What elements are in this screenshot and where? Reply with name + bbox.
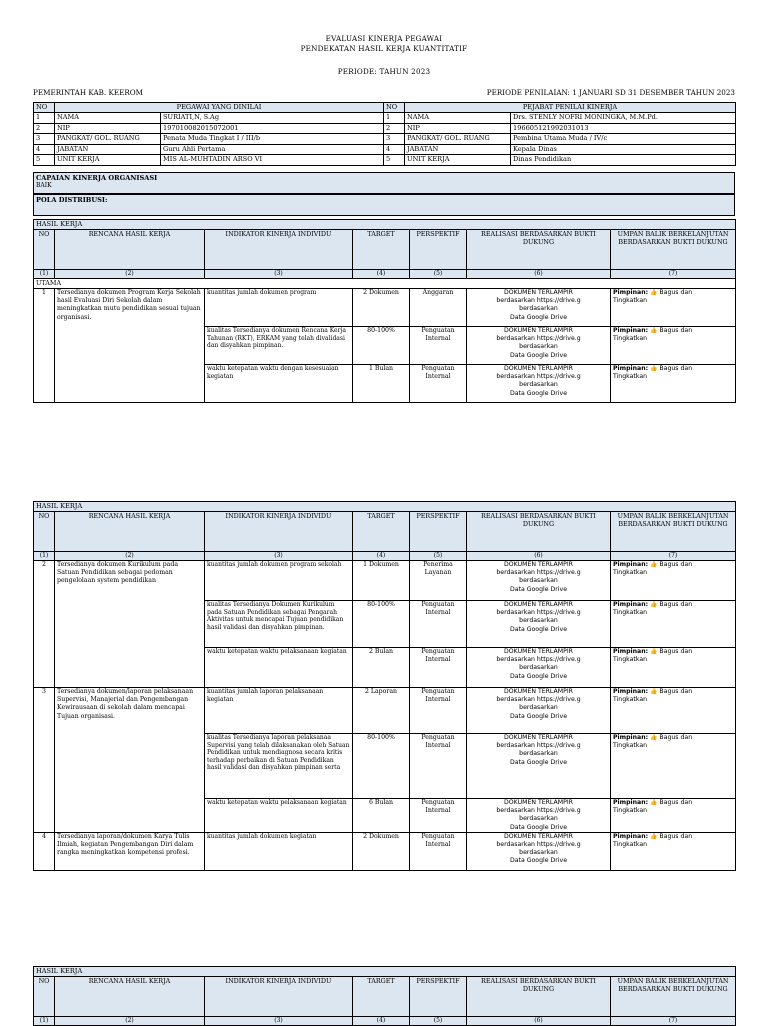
feedback-line [613,561,733,569]
feedback-label: Pimpinan: [613,561,649,568]
assessor-field-value: Kepala Dinas [511,144,736,155]
document-title: EVALUASI KINERJA PEGAWAI [325,34,443,43]
feedback-text-2: Tingkatkan [613,742,648,750]
evidence-title: DOKUMEN TERLAMPIR [504,327,573,334]
thumbs-up-icon: 👍 [648,601,660,608]
evidence-source: Data Google Drive [509,625,568,633]
feedback-cell [611,561,736,601]
feedback-cell [611,365,736,403]
evidence-title: DOKUMEN TERLAMPIR [504,832,573,840]
column-header: PERSPEKTIF [410,512,467,552]
column-header-row [34,512,736,552]
work-plan-text: Tersedianya laporan/dokumen Karya Tulis Ilmiah, kegiatan Pengembangan Diri dalam rangka meningkatkan kompetensi profesi. [55,832,205,870]
no-header: NO [384,103,405,113]
thumbs-up-icon: 👍 [648,832,660,840]
employee-field-label: PANGKAT/ GOL. RUANG [55,134,161,145]
feedback-cell [611,799,736,833]
organization-performance [33,172,735,194]
section-title-row [34,502,736,512]
perspective-value: Anggaran [410,289,467,327]
feedback-text-2: Tingkatkan [613,807,648,815]
work-results-table [33,966,736,1026]
target-value: 80-100% [353,327,410,365]
employee-field-label: UNIT KERJA [55,155,161,166]
feedback-label: Pimpinan: [613,289,649,296]
period-title: PERIODE: TAHUN 2023 [337,67,431,76]
target-value: 80-100% [353,734,410,799]
column-number-row [34,552,736,561]
perspective-value: Penguatan Internal [410,832,467,870]
employee-row-number: 3 [34,134,55,145]
feedback-label: Pimpinan: [613,601,649,608]
feedback-line [613,734,733,742]
employee-field-value: Penata Muda Tingkat I / III/b [161,134,384,145]
evidence-basis: berdasarkan [519,664,558,672]
evaluated-employee-header: PEGAWAI YANG DINILAI [55,103,384,113]
indicator-text: kuantitas jumlah dokumen program sekolah [205,561,353,601]
item-number: 2 [34,561,55,688]
column-number: (4) [353,552,410,561]
evidence-source: Data Google Drive [509,313,568,321]
feedback-text-2: Tingkatkan [613,696,648,704]
column-header: PERSPEKTIF [410,230,467,270]
feedback-cell [611,688,736,734]
organization-performance-value: BAIK [36,182,52,189]
feedback-text-2: Tingkatkan [613,569,648,577]
column-header-row [34,230,736,270]
indicator-text: kualitas Tersedianya laporan pelaksanaa Supervisi yang telah dilaksanakan oleh Satuan Pendidikan untuk mendiagnosa secara kritis terhadap perbaikan di Satuan Pendidikan hasil validasi dan disyahkan pimpinan serta [205,734,353,799]
employee-row-number: 1 [34,113,55,124]
column-number: (2) [55,552,205,561]
column-number: (6) [467,1017,611,1026]
identity-row [34,134,736,145]
work-plan-text: Tersedianya dokumen Program Kerja Sekolah hasil Evaluasi Diri Sekolah dalam meningkatkan mutu pendidikan sesuai tujuan organisasi. [55,289,205,403]
evidence-title: DOKUMEN TERLAMPIR [504,601,573,608]
evidence-basis: berdasarkan [519,305,558,313]
assessor-field-label: NAMA [405,113,511,124]
feedback-text-2: Tingkatkan [613,373,648,381]
perspective-value: Penerima Layanan [410,561,467,601]
indicator-row [34,832,736,870]
header-line [33,88,735,97]
feedback-line [613,799,733,807]
evidence-cell [467,289,611,327]
evidence-title: DOKUMEN TERLAMPIR [504,561,573,568]
distribution-pattern [33,194,735,216]
column-number: (3) [205,552,353,561]
feedback-text-2: Tingkatkan [613,297,648,305]
target-value: 6 Bulan [353,799,410,833]
section-title-row [34,220,736,230]
column-number-row [34,1017,736,1026]
feedback-line [613,601,733,609]
work-results-page-3 [33,966,735,1026]
work-results-page-2 [33,501,735,871]
indicator-text: kuantitas jumlah laporan pelaksanaan kegiatan [205,688,353,734]
column-number: (6) [467,552,611,561]
evidence-link: berdasarkan https://drive.g [496,742,581,750]
assessor-field-label: PANGKAT/ GOL. RUANG [405,134,511,145]
section-title-row [34,967,736,977]
feedback-text: Bagus dan [659,799,693,806]
feedback-line [613,833,733,841]
thumbs-up-icon: 👍 [648,327,660,334]
column-header: REALISASI BERDASARKAN BUKTI DUKUNG [467,512,611,552]
identity-row [34,155,736,166]
evidence-basis: berdasarkan [519,704,558,712]
item-number: 3 [34,688,55,833]
column-header: RENCANA HASIL KERJA [55,230,205,270]
feedback-text: Bagus dan [659,648,693,655]
assessment-period: PERIODE PENILAIAN: 1 JANUARI SD 31 DESEMBER TAHUN 2023 [486,88,735,97]
column-number: (2) [55,1017,205,1026]
thumbs-up-icon: 👍 [648,289,660,296]
evidence-link: berdasarkan https://drive.g [496,373,581,381]
identity-row [34,144,736,155]
thumbs-up-icon: 👍 [648,648,660,655]
feedback-cell [611,648,736,688]
evidence-link: berdasarkan https://drive.g [496,807,581,815]
evidence-link: berdasarkan https://drive.g [496,841,581,849]
evidence-link: berdasarkan https://drive.g [496,656,581,664]
target-value: 2 Laporan [353,688,410,734]
evidence-title: DOKUMEN TERLAMPIR [504,289,573,296]
evidence-basis: berdasarkan [519,849,558,857]
indicator-row [34,289,736,327]
column-number: (7) [611,270,736,279]
evidence-cell [467,832,611,870]
target-value: 2 Bulan [353,648,410,688]
column-header: REALISASI BERDASARKAN BUKTI DUKUNG [467,977,611,1017]
assessor-field-value: Pembina Utama Muda / IV/c [511,134,736,145]
employee-row-number: 4 [34,144,55,155]
item-number: 1 [34,289,55,403]
feedback-line [613,289,733,297]
evidence-cell [467,327,611,365]
column-header: RENCANA HASIL KERJA [55,512,205,552]
evidence-title: DOKUMEN TERLAMPIR [504,365,573,372]
perspective-value: Penguatan Internal [410,365,467,403]
evidence-link: berdasarkan https://drive.g [496,335,581,343]
perspective-value: Penguatan Internal [410,688,467,734]
feedback-text: Bagus dan [659,327,693,334]
assessor-field-value: Dinas Pendidikan [511,155,736,166]
government-label: PEMERINTAH KAB. KEEROM [33,88,144,97]
assessor-field-value: Drs. STENLY NOFRI MONINGKA, M.M.Pd. [511,113,736,124]
feedback-line [613,648,733,656]
work-plan-text: Tersedianya dokumen/laporan pelaksanaan Supervisi, Manajerial dan Pengembangan Kewirausaan di sekolah dalam mencapai Tujuan organisasi. [55,688,205,833]
target-value: 2 Dokumen [353,832,410,870]
evidence-source: Data Google Drive [509,758,568,766]
column-number: (5) [410,270,467,279]
evidence-basis: berdasarkan [519,815,558,823]
feedback-text-2: Tingkatkan [613,609,648,617]
evidence-source: Data Google Drive [509,857,568,865]
column-number: (4) [353,1017,410,1026]
feedback-text: Bagus dan [659,688,693,695]
evidence-title: DOKUMEN TERLAMPIR [504,799,573,806]
main-category-label: UTAMA [34,279,736,289]
perspective-value: Penguatan Internal [410,327,467,365]
thumbs-up-icon: 👍 [648,561,660,568]
evidence-title: DOKUMEN TERLAMPIR [504,688,573,695]
column-number-row [34,270,736,279]
feedback-label: Pimpinan: [613,648,649,655]
assessor-row-number: 4 [384,144,405,155]
evidence-link: berdasarkan https://drive.g [496,569,581,577]
assessor-row-number: 3 [384,134,405,145]
column-header: INDIKATOR KINERJA INDIVIDU [205,512,353,552]
evidence-cell [467,365,611,403]
column-header: TARGET [353,977,410,1017]
feedback-text: Bagus dan [659,365,693,372]
column-header: INDIKATOR KINERJA INDIVIDU [205,230,353,270]
thumbs-up-icon: 👍 [648,734,660,741]
work-results-page-1 [33,219,735,403]
column-header: TARGET [353,230,410,270]
column-header: TARGET [353,512,410,552]
identity-row [34,113,736,124]
column-header: UMPAN BALIK BERKELANJUTAN BERDASARKAN BUKTI DUKUNG [611,977,736,1017]
indicator-text: waktu ketepatan waktu pelaksanaan kegiatan [205,799,353,833]
employee-field-value: SURIATI,N, S.Ag [161,113,384,124]
column-header: PERSPEKTIF [410,977,467,1017]
column-number: (7) [611,552,736,561]
evidence-cell [467,734,611,799]
assessor-row-number: 5 [384,155,405,166]
evidence-source: Data Google Drive [509,389,568,397]
evidence-link: berdasarkan https://drive.g [496,609,581,617]
column-number: (7) [611,1017,736,1026]
feedback-text-2: Tingkatkan [613,841,648,849]
assessor-field-value: 196605121992031013 [511,123,736,134]
column-header: INDIKATOR KINERJA INDIVIDU [205,977,353,1017]
feedback-label: Pimpinan: [613,327,649,334]
evidence-link: berdasarkan https://drive.g [496,696,581,704]
column-number: (2) [55,270,205,279]
document-title-block [0,34,768,54]
target-value: 1 Dokumen [353,561,410,601]
assessor-field-label: NIP [405,123,511,134]
employee-field-label: JABATAN [55,144,161,155]
feedback-cell [611,601,736,648]
item-number: 4 [34,832,55,870]
work-results-table [33,219,736,403]
evidence-source: Data Google Drive [509,351,568,359]
feedback-label: Pimpinan: [613,832,649,840]
column-header: UMPAN BALIK BERKELANJUTAN BERDASARKAN BUKTI DUKUNG [611,230,736,270]
feedback-text-2: Tingkatkan [613,656,648,664]
evidence-cell [467,799,611,833]
distribution-pattern-title: POLA DISTRIBUSI: [36,196,108,204]
evidence-title: DOKUMEN TERLAMPIR [504,648,573,655]
column-number: (6) [467,270,611,279]
evidence-basis: berdasarkan [519,343,558,351]
column-header: UMPAN BALIK BERKELANJUTAN BERDASARKAN BUKTI DUKUNG [611,512,736,552]
evidence-basis: berdasarkan [519,577,558,585]
column-number: (1) [34,270,55,279]
column-header: RENCANA HASIL KERJA [55,977,205,1017]
column-number: (3) [205,270,353,279]
assessor-field-label: UNIT KERJA [405,155,511,166]
employee-field-value: MIS AL-MUHTADIN ARSO VI [161,155,384,166]
identity-table [33,102,736,166]
column-number: (1) [34,1017,55,1026]
evidence-basis: berdasarkan [519,617,558,625]
perspective-value: Penguatan Internal [410,601,467,648]
assessor-header: PEJABAT PENILAI KINERJA [405,103,736,113]
employee-field-value: Guru Ahli Pertama [161,144,384,155]
column-header: NO [34,512,55,552]
target-value: 1 Bulan [353,365,410,403]
evidence-cell [467,688,611,734]
feedback-text-2: Tingkatkan [613,335,648,343]
work-plan-text: Tersedianya dokumen Kurikulum pada Satuan Pendidikan sebagai pedoman pengelolaan system pendidikan [55,561,205,688]
evidence-title: DOKUMEN TERLAMPIR [504,734,573,741]
indicator-text: kualitas Tersedianya Dokumen Kurikulum pada Satuan Pendidikan sebagai Pengarah Aktivitas untuk mencapai Tujuan pendidikan hasil validasi dan disyahkan pimpinan. [205,601,353,648]
feedback-text: Bagus dan [659,832,693,840]
work-results-table [33,501,736,871]
employee-row-number: 2 [34,123,55,134]
feedback-line [613,688,733,696]
feedback-label: Pimpinan: [613,365,649,372]
indicator-text: waktu ketepatan waktu pelaksanaan kegiatan [205,648,353,688]
indicator-text: kualitas Tersedianya dokumen Rencana Kerja Tahunan (RKT), ERKAM yang telah divalidasi dan disyahkan pimpinan. [205,327,353,365]
perspective-value: Penguatan Internal [410,734,467,799]
no-header: NO [34,103,55,113]
feedback-cell [611,832,736,870]
feedback-line [613,327,733,335]
indicator-text: kuantitas jumlah dokumen kegiatan [205,832,353,870]
evidence-source: Data Google Drive [509,823,568,831]
column-number: (4) [353,270,410,279]
employee-field-value: 197010082015072001 [161,123,384,134]
feedback-text: Bagus dan [659,734,693,741]
feedback-cell [611,327,736,365]
feedback-label: Pimpinan: [613,734,649,741]
feedback-label: Pimpinan: [613,799,649,806]
evidence-basis: berdasarkan [519,381,558,389]
identity-header-row [34,103,736,113]
indicator-text: kuantitas jumlah dokumen program [205,289,353,327]
evidence-cell [467,561,611,601]
evidence-cell [467,648,611,688]
indicator-row [34,561,736,601]
evidence-link: berdasarkan https://drive.g [496,297,581,305]
thumbs-up-icon: 👍 [648,688,660,695]
feedback-text: Bagus dan [659,601,693,608]
assessor-field-label: JABATAN [405,144,511,155]
assessor-row-number: 1 [384,113,405,124]
document-subtitle: PENDEKATAN HASIL KERJA KUANTITATIF [300,44,468,53]
evidence-source: Data Google Drive [509,585,568,593]
column-number: (1) [34,552,55,561]
evidence-cell [467,601,611,648]
feedback-cell [611,734,736,799]
indicator-text: waktu ketepatan waktu dengan kesesuaian kegiatan [205,365,353,403]
column-header-row [34,977,736,1017]
feedback-text: Bagus dan [659,561,693,568]
column-number: (5) [410,1017,467,1026]
feedback-text: Bagus dan [659,289,693,296]
main-category-row [34,279,736,289]
evidence-source: Data Google Drive [509,672,568,680]
target-value: 80-100% [353,601,410,648]
evidence-basis: berdasarkan [519,750,558,758]
evidence-source: Data Google Drive [509,712,568,720]
section-title: HASIL KERJA [34,967,736,977]
employee-field-label: NIP [55,123,161,134]
column-number: (3) [205,1017,353,1026]
employee-row-number: 5 [34,155,55,166]
thumbs-up-icon: 👍 [648,365,660,372]
target-value: 2 Dokumen [353,289,410,327]
thumbs-up-icon: 👍 [648,799,660,806]
perspective-value: Penguatan Internal [410,648,467,688]
section-title: HASIL KERJA [34,220,736,230]
identity-row [34,123,736,134]
feedback-cell [611,289,736,327]
employee-field-label: NAMA [55,113,161,124]
section-title: HASIL KERJA [34,502,736,512]
column-header: REALISASI BERDASARKAN BUKTI DUKUNG [467,230,611,270]
organization-performance-title: CAPAIAN KINERJA ORGANISASI [36,174,158,182]
column-header: NO [34,230,55,270]
column-header: NO [34,977,55,1017]
assessor-row-number: 2 [384,123,405,134]
indicator-row [34,688,736,734]
perspective-value: Penguatan Internal [410,799,467,833]
feedback-label: Pimpinan: [613,688,649,695]
feedback-line [613,365,733,373]
column-number: (5) [410,552,467,561]
